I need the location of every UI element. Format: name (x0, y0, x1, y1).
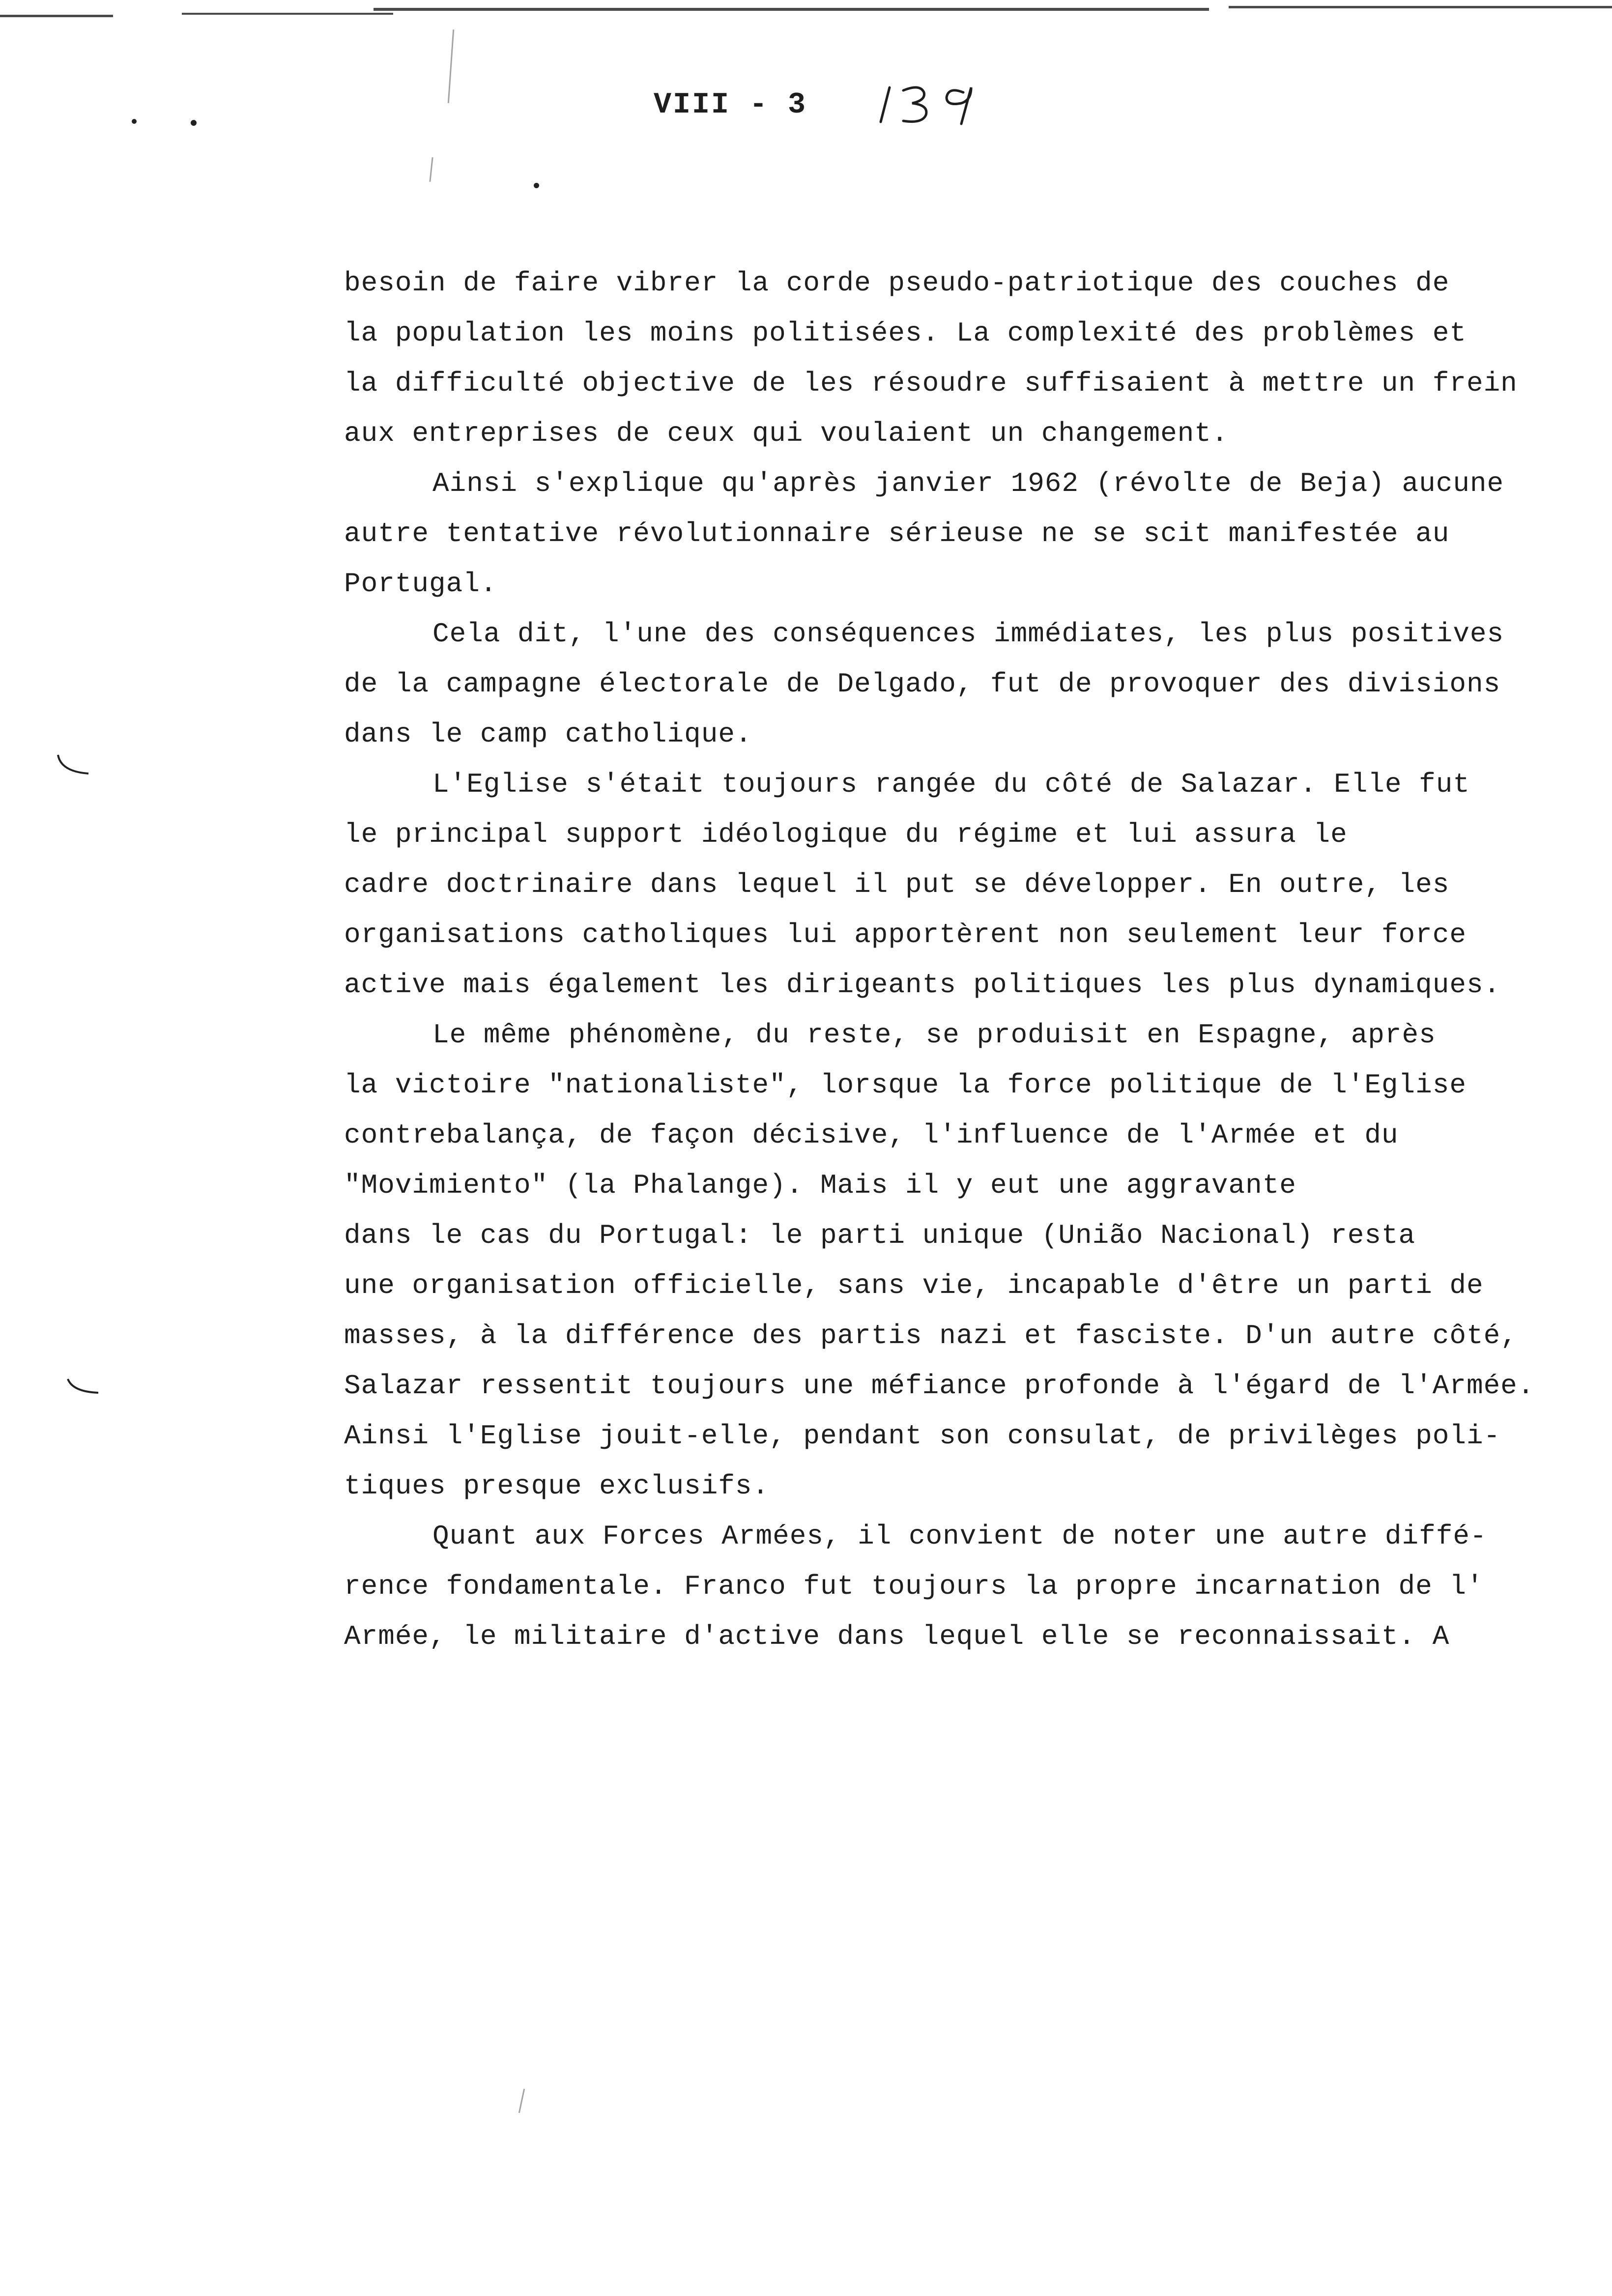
text-line: masses, à la différence des partis nazi et fasciste. D'un autre côté, (344, 1320, 1518, 1351)
text-line: cadre doctrinaire dans lequel il put se développer. En outre, les (344, 869, 1450, 900)
text-line: de la campagne électorale de Delgado, fut de provoquer des divisions (344, 668, 1501, 700)
scan-scratch (448, 29, 454, 103)
text-line: besoin de faire vibrer la corde pseudo-patriotique des couches de (344, 267, 1450, 299)
text-line: Ainsi s'explique qu'après janvier 1962 (révolte de Beja) aucune (432, 468, 1504, 499)
text-line: tiques presque exclusifs. (344, 1470, 770, 1502)
text-line: Cela dit, l'une des conséquences immédiates, les plus positives (432, 618, 1504, 650)
text-line: Armée, le militaire d'active dans lequel elle se reconnaissait. A (344, 1621, 1450, 1652)
scan-scratch (518, 2089, 525, 2113)
text-line: contrebalança, de façon décisive, l'influence de l'Armée et du (344, 1119, 1399, 1151)
text-line: "Movimiento" (la Phalange). Mais il y eut une aggravante (344, 1170, 1296, 1201)
text-line: le principal support idéologique du régime et lui assura le (344, 819, 1348, 850)
scan-speck (191, 120, 197, 126)
text-line: Portugal. (344, 568, 497, 600)
text-line: organisations catholiques lui apportèrent non seulement leur force (344, 919, 1467, 950)
text-line: L'Eglise s'était toujours rangée du côté de Salazar. Elle fut (432, 769, 1470, 800)
text-line: une organisation officielle, sans vie, incapable d'être un parti de (344, 1270, 1484, 1301)
scan-speck (534, 183, 539, 188)
text-line: Quant aux Forces Armées, il convient de noter une autre diffé- (432, 1521, 1487, 1552)
section-heading: VIII - 3 (654, 88, 807, 122)
scan-scratch (429, 157, 433, 182)
scan-edge-line (1229, 6, 1612, 8)
scan-edge-line (374, 8, 1209, 11)
scan-speck (132, 119, 137, 124)
text-line: Le même phénomène, du reste, se produisit en Espagne, après (432, 1019, 1436, 1051)
punch-hole-mark (54, 752, 93, 781)
text-line: dans le camp catholique. (344, 718, 752, 750)
text-line: dans le cas du Portugal: le parti unique (União Nacional) resta (344, 1220, 1416, 1251)
body-text (344, 258, 1592, 1662)
text-line: la victoire "nationaliste", lorsque la force politique de l'Eglise (344, 1069, 1467, 1101)
text-line: la difficulté objective de les résoudre suffisaient à mettre un frein (344, 368, 1518, 399)
scan-edge-line (182, 13, 393, 15)
text-line: active mais également les dirigeants politiques les plus dynamiques. (344, 969, 1501, 1001)
handwritten-folio-number (875, 73, 993, 127)
text-line: aux entreprises de ceux qui voulaient un changement. (344, 418, 1229, 449)
text-line: Salazar ressentit toujours une méfiance profonde à l'égard de l'Armée. (344, 1370, 1535, 1402)
text-line: Ainsi l'Eglise jouit-elle, pendant son consulat, de privilèges poli- (344, 1420, 1501, 1452)
text-line: rence fondamentale. Franco fut toujours la propre incarnation de l' (344, 1571, 1484, 1602)
punch-hole-mark (64, 1376, 103, 1406)
text-line: autre tentative révolutionnaire sérieuse ne se scit manifestée au (344, 518, 1450, 549)
text-line: la population les moins politisées. La complexité des problèmes et (344, 317, 1467, 349)
scan-edge-line (0, 15, 113, 17)
